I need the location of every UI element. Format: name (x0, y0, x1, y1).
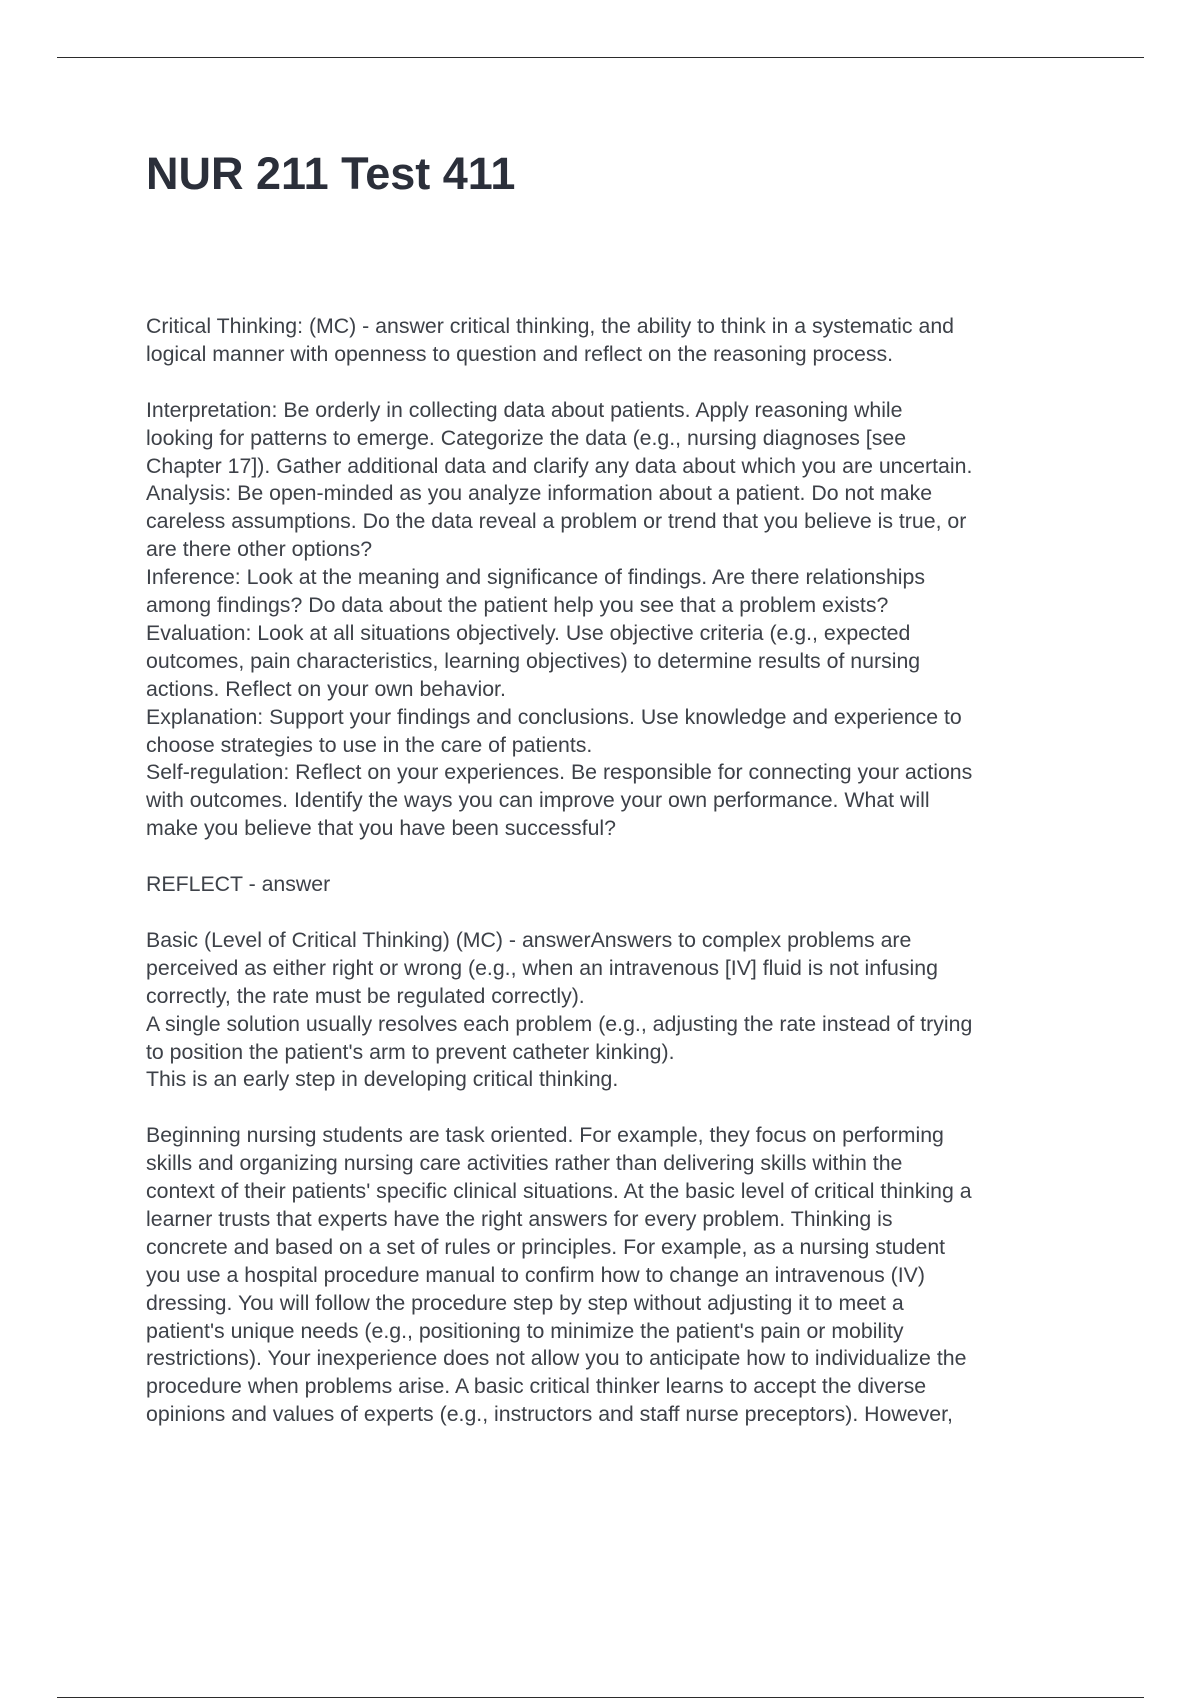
text-line: Interpretation: Be orderly in collecting data about patients. Apply reasoning while (146, 397, 903, 422)
text-line: procedure when problems arise. A basic critical thinker learns to accept the diverse (146, 1374, 927, 1399)
paragraph-reflect (146, 871, 1086, 899)
text-line: make you believe that you have been successful? (146, 816, 617, 841)
page-title: NUR 211 Test 411 (146, 148, 516, 199)
text-line: you use a hospital procedure manual to confirm how to change an intravenous (IV) (146, 1262, 925, 1287)
top-divider (57, 57, 1144, 58)
document-body (146, 313, 1086, 1457)
text-line: REFLECT - answer (146, 872, 331, 897)
text-line: concrete and based on a set of rules or principles. For example, as a nursing student (146, 1234, 946, 1259)
text-line: restrictions). Your inexperience does not allow you to anticipate how to individualize the (146, 1346, 967, 1371)
text-line: Self-regulation: Reflect on your experiences. Be responsible for connecting your actions (146, 760, 973, 785)
paragraph-beginning-students (146, 1122, 1086, 1429)
bottom-divider (57, 1697, 1144, 1698)
text-line: This is an early step in developing critical thinking. (146, 1067, 619, 1092)
text-line: Chapter 17]). Gather additional data and clarify any data about which you are uncertain. (146, 453, 973, 478)
text-line: to position the patient's arm to prevent catheter kinking). (146, 1039, 675, 1064)
text-line: A single solution usually resolves each problem (e.g., adjusting the rate instead of trying (146, 1011, 973, 1036)
text-line: correctly, the rate must be regulated correctly). (146, 983, 585, 1008)
text-line: choose strategies to use in the care of patients. (146, 732, 593, 757)
text-line: with outcomes. Identify the ways you can improve your own performance. What will (146, 788, 930, 813)
text-line: learner trusts that experts have the right answers for every problem. Thinking is (146, 1206, 893, 1231)
paragraph-basic-level (146, 927, 1086, 1094)
text-line: Basic (Level of Critical Thinking) (MC) - answerAnswers to complex problems are (146, 927, 912, 952)
text-line: context of their patients' specific clinical situations. At the basic level of critical thinking a (146, 1179, 972, 1204)
text-line: Explanation: Support your findings and conclusions. Use knowledge and experience to (146, 704, 962, 729)
text-line: dressing. You will follow the procedure step by step without adjusting it to meet a (146, 1290, 904, 1315)
text-line: Analysis: Be open-minded as you analyze information about a patient. Do not make (146, 481, 933, 506)
text-line: Inference: Look at the meaning and significance of findings. Are there relationships (146, 565, 926, 590)
text-line: outcomes, pain characteristics, learning objectives) to determine results of nursing (146, 648, 921, 673)
text-line: among findings? Do data about the patient help you see that a problem exists? (146, 593, 889, 618)
text-line: patient's unique needs (e.g., positioning to minimize the patient's pain or mobility (146, 1318, 904, 1343)
paragraph-critical-thinking-skills (146, 397, 1086, 844)
text-line: actions. Reflect on your own behavior. (146, 676, 506, 701)
text-line: Critical Thinking: (MC) - answer critical thinking, the ability to think in a systematic and (146, 314, 955, 338)
text-line: looking for patterns to emerge. Categorize the data (e.g., nursing diagnoses [see (146, 425, 907, 450)
text-line: careless assumptions. Do the data reveal a problem or trend that you believe is true, or (146, 509, 967, 534)
paragraph-critical-thinking (146, 313, 1086, 369)
text-line: logical manner with openness to question and reflect on the reasoning process. (146, 341, 894, 366)
text-line: opinions and values of experts (e.g., instructors and staff nurse preceptors). However, (146, 1402, 953, 1427)
text-line: Beginning nursing students are task oriented. For example, they focus on performing (146, 1123, 944, 1148)
text-line: skills and organizing nursing care activities rather than delivering skills within the (146, 1151, 903, 1176)
text-line: are there other options? (146, 537, 373, 562)
text-line: Evaluation: Look at all situations objectively. Use objective criteria (e.g., expected (146, 620, 911, 645)
text-line: perceived as either right or wrong (e.g., when an intravenous [IV] fluid is not infusing (146, 955, 938, 980)
